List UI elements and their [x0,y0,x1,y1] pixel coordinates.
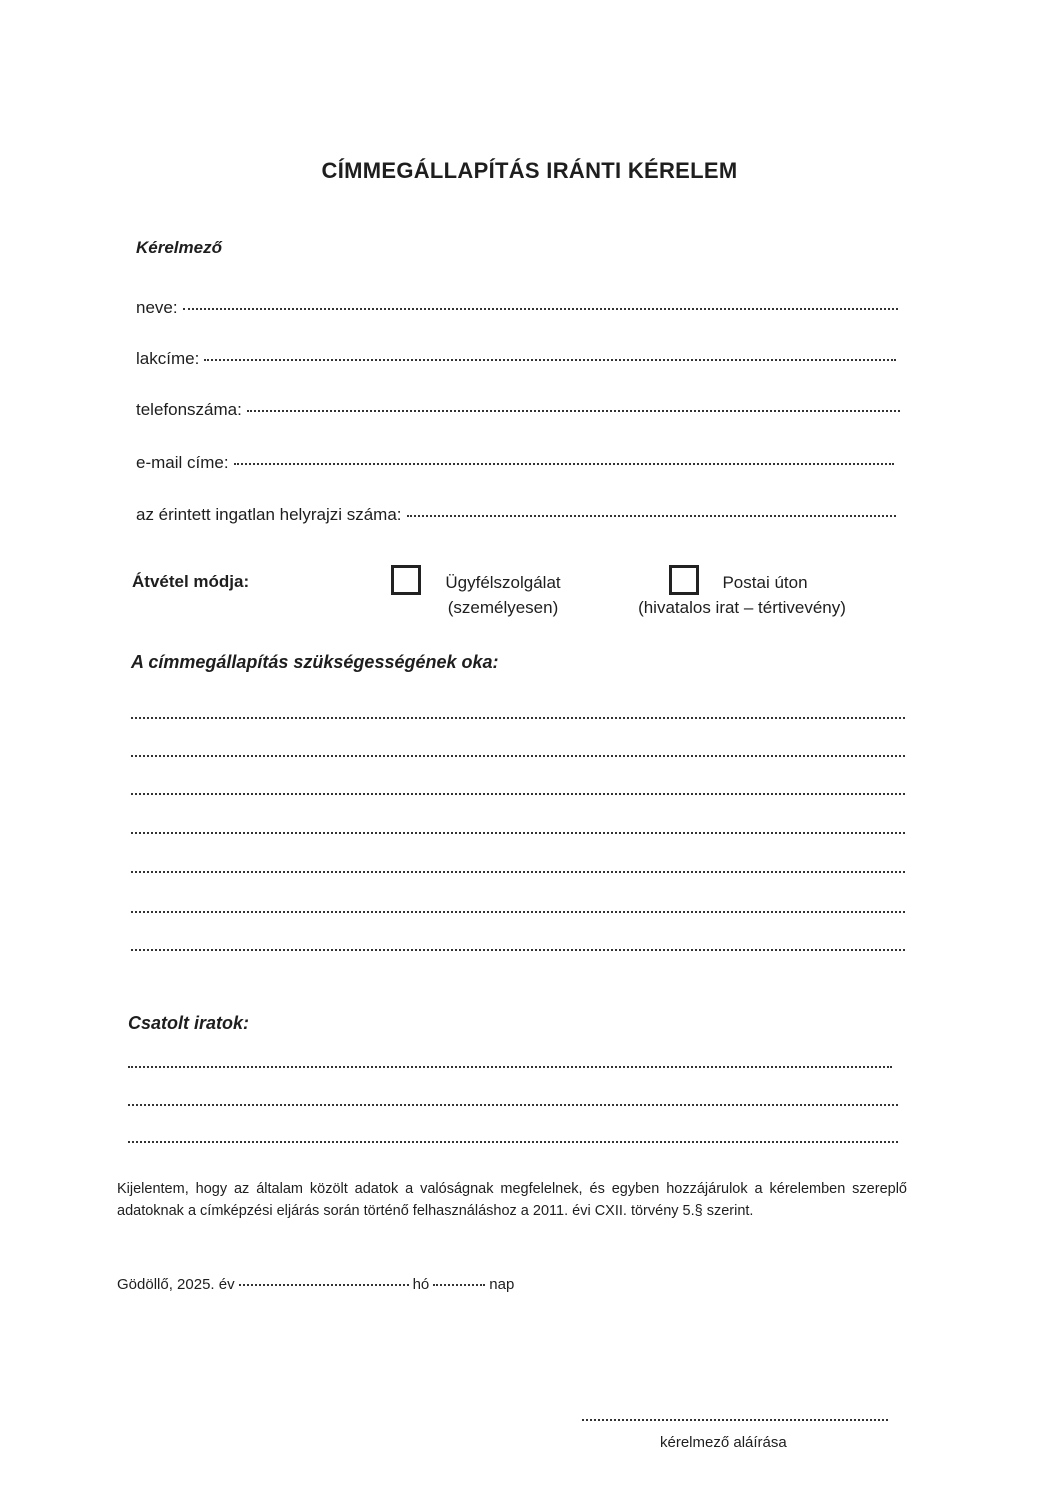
parcel-number-label: az érintett ingatlan helyrajzi száma: [136,505,402,524]
name-input-line[interactable] [183,307,898,310]
day-label: nap [489,1276,515,1293]
option-by-post [616,570,868,620]
month-label: hó [412,1276,430,1293]
month-input-line[interactable] [239,1284,409,1286]
reason-line[interactable] [131,870,905,873]
name-field[interactable] [136,298,898,318]
date-place-year: Gödöllő, 2025. év [117,1276,235,1293]
reason-heading: A címmegállapítás szükségességének oka: [131,652,499,672]
name-label: neve: [136,298,178,317]
day-input-line[interactable] [433,1284,485,1286]
phone-field[interactable] [136,400,900,420]
reason-line[interactable] [131,910,905,913]
address-field[interactable] [136,349,896,369]
reason-line[interactable] [131,948,905,951]
parcel-number-input-line[interactable] [407,514,896,517]
delivery-label: Átvétel módja: [132,572,250,591]
option-in-person-title: Ügyfélszolgálat [445,573,561,592]
date-line [117,1276,557,1293]
reason-line[interactable] [131,754,905,757]
reason-line[interactable] [131,792,905,795]
email-input-line[interactable] [234,462,894,465]
declaration-text: Kijelentem, hogy az általam közölt adatok a valóságnak megfelelnek, és egyben hozzájárulok a kérelemben szereplő adatoknak a címképzési eljárás során történő felhasználáshoz a 2011. évi CXII. törvény 5.§ szerint. [117,1181,907,1219]
page-title: CÍMMEGÁLLAPÍTÁS IRÁNTI KÉRELEM [321,158,738,183]
option-by-post-subtitle: (hivatalos irat – tértivevény) [638,598,846,617]
option-by-post-title: Postai úton [722,573,808,592]
attachment-line[interactable] [128,1103,898,1106]
phone-label: telefonszáma: [136,400,242,419]
email-field[interactable] [136,453,894,473]
attachment-line[interactable] [128,1140,898,1143]
reason-line[interactable] [131,831,905,834]
address-input-line[interactable] [204,358,896,361]
signature-line[interactable] [582,1418,888,1421]
signature-label: kérelmező aláírása [660,1434,787,1451]
attachments-heading: Csatolt iratok: [128,1013,250,1033]
reason-line[interactable] [131,716,905,719]
applicant-heading: Kérelmező [136,238,222,257]
attachment-line[interactable] [128,1065,892,1068]
parcel-number-field[interactable] [136,505,896,525]
option-in-person-subtitle: (személyesen) [447,598,559,617]
email-label: e-mail címe: [136,453,229,472]
phone-input-line[interactable] [247,409,900,412]
checkbox-in-person[interactable] [391,565,421,595]
option-in-person [432,570,574,620]
address-label: lakcíme: [136,349,200,368]
